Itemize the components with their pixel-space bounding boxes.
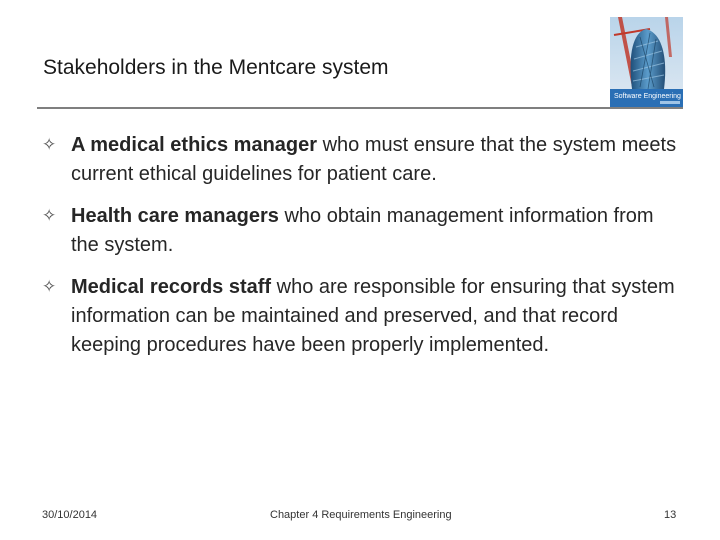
footer-date: 30/10/2014 — [42, 509, 98, 521]
bullet-term: Medical records staff — [71, 276, 272, 298]
bullet-item — [42, 202, 682, 260]
footer-page-number: 13 — [664, 509, 677, 521]
bullet-star-icon: ✧ — [42, 135, 57, 155]
bullet-item — [42, 131, 682, 189]
bullet-item — [42, 273, 682, 360]
bullet-term: A medical ethics manager — [71, 134, 318, 156]
bullet-text: who are responsible for ensuring that system information can be maintained and preserved, and that record keeping procedures have been properly implemented. — [71, 276, 675, 356]
bullet-list — [42, 131, 682, 373]
footer-chapter: Chapter 4 Requirements Engineering — [270, 509, 452, 521]
book-cover-icon — [610, 17, 683, 107]
bullet-text: who must ensure that the system meets current ethical guidelines for patient care. — [71, 134, 677, 185]
cover-caption: Software Engineering — [614, 93, 681, 100]
bullet-term: Health care managers — [71, 205, 279, 227]
title-divider — [37, 107, 683, 109]
bullet-text: who obtain management information from the system. — [71, 205, 654, 256]
bullet-star-icon: ✧ — [42, 206, 57, 226]
bullet-star-icon: ✧ — [42, 277, 57, 297]
slide-title: Stakeholders in the Mentcare system — [43, 56, 389, 79]
